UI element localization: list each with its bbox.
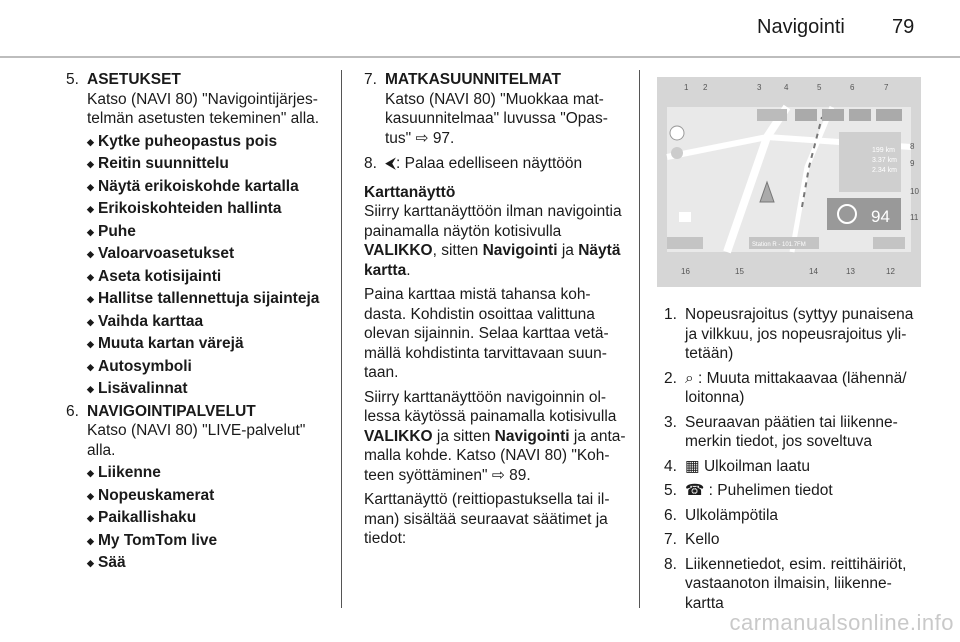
bullet-item: ◆ Autosymboli: [87, 357, 336, 377]
callout-number: 13: [846, 267, 855, 276]
bullet-item: ◆ Paikallishaku: [87, 508, 336, 528]
header-rule: [0, 56, 960, 58]
callout-number: 14: [809, 267, 818, 276]
paragraph-1: Siirry karttanäyttöön ilman navigointia painamalla näytön kotisivulla VALIKKO, sitten Navigointi ja Näytä kartta.: [364, 203, 622, 279]
list-item-8: [364, 154, 626, 174]
bullet-list: [66, 132, 336, 399]
bullet-item: ◆ Lisävalinnat: [87, 379, 336, 399]
legend-text: Seuraavan päätien tai liikenne-merkin tiedot, jos soveltuva: [685, 413, 898, 450]
watermark: carmanualsonline.info: [729, 610, 954, 635]
legend-number: 5.: [664, 482, 677, 499]
legend-icon: ⌕: [685, 369, 694, 387]
bullet-item: ◆ Vaihda karttaa: [87, 312, 336, 332]
bullet-item: ◆ Aseta kotisijainti: [87, 267, 336, 287]
callout-number: 10: [910, 187, 919, 196]
legend-icon: ▦: [685, 457, 700, 475]
list-item-5: [66, 70, 336, 399]
legend-number: 1.: [664, 306, 677, 323]
item-title: NAVIGOINTIPALVELUT: [87, 402, 256, 420]
page-title: Navigointi: [757, 16, 845, 38]
bullet-item: ◆ Liikenne: [87, 463, 336, 483]
bullet-item: ◆ Reitin suunnittelu: [87, 154, 336, 174]
street-label: Station R - 101.7FM: [752, 242, 806, 248]
item-number: 7.: [364, 71, 377, 88]
section-heading: Karttanäyttö: [364, 183, 456, 201]
item-number: 5.: [66, 71, 79, 88]
bullet-item: ◆ Valoarvoasetukset: [87, 244, 336, 264]
bullet-item: ◆ Kytke puheopastus pois: [87, 132, 336, 152]
legend-text: : Puhelimen tiedot: [708, 482, 833, 499]
item-title: MATKASUUNNITELMAT: [385, 71, 561, 88]
figure-legend: [664, 305, 926, 618]
dist-1: 199 km: [872, 147, 895, 154]
page-ref-icon: ⇨: [415, 129, 429, 147]
bullet-item: ◆ Puhe: [87, 222, 336, 242]
item-number: 6.: [66, 402, 79, 420]
legend-item: [664, 530, 926, 550]
bullet-item: ◆ Erikoiskohteiden hallinta: [87, 199, 336, 219]
bullet-list: [66, 463, 336, 573]
page-ref: 97.: [432, 129, 455, 147]
legend-text: Liikennetiedot, esim. reittihäiriöt, vastaanoton ilmaisin, liikenne-kartta: [685, 555, 907, 612]
list-item-6: [66, 402, 336, 573]
column-1: [66, 70, 336, 576]
callout-number: 8: [910, 142, 915, 151]
callout-number: 3: [757, 83, 762, 92]
page-number: 79: [892, 16, 915, 38]
item-text: Katso (NAVI 80) "Navigointijärjes-telmän asetusten tekeminen" alla.: [87, 90, 320, 127]
callout-number: 15: [735, 267, 744, 276]
callout-number: 11: [910, 213, 919, 222]
legend-icon: ☎: [685, 482, 705, 499]
legend-number: 6.: [664, 506, 677, 524]
legend-item: [664, 305, 926, 364]
map-screen-figure: [657, 77, 921, 287]
legend-number: 4.: [664, 457, 677, 475]
bullet-item: ◆ Näytä erikoiskohde kartalla: [87, 177, 336, 197]
legend-text: Kello: [685, 531, 720, 548]
list-item-7: [364, 70, 626, 148]
legend-text: Nopeusrajoitus (syttyy punaisena ja vilkkuu, jos nopeusrajoitus yli-tetään): [685, 306, 914, 362]
legend-item: [664, 555, 926, 614]
item-title: ASETUKSET: [87, 71, 181, 88]
column-divider-2: [639, 70, 640, 608]
paragraph-3: Siirry karttanäyttöön navigoinnin ol-lessa käytössä painamalla kotisivulla VALIKKO ja sitten Navigointi ja anta-malla kohde. Katso (NAVI 80) "Koh-teen syöttäminen" ⇨ 89.: [364, 388, 626, 484]
legend-text: Ulkoilman laatu: [703, 457, 810, 475]
item-text: Katso (NAVI 80) "LIVE-palvelut" alla.: [87, 422, 306, 459]
legend-number: 8.: [664, 555, 677, 573]
callout-number: 6: [850, 83, 855, 92]
callout-number: 7: [884, 83, 889, 92]
legend-number: 7.: [664, 531, 677, 548]
map-screen-illustration: [657, 77, 921, 287]
dist-3: 2.34 km: [872, 167, 897, 174]
back-arrow-icon: ⮜: [385, 155, 397, 172]
callout-number: 16: [681, 267, 690, 276]
callout-number: 9: [910, 159, 915, 168]
speed-readout: 94: [871, 207, 890, 226]
legend-text: : Muuta mittakaavaa (lähennä/ loitonna): [685, 369, 907, 406]
legend-item: [664, 457, 926, 477]
item-number: 8.: [364, 155, 377, 172]
legend-item: [664, 369, 926, 408]
paragraph-4: Karttanäyttö (reittiopastuksella tai il-man) sisältää seuraavat säätimet ja tiedot:: [364, 491, 610, 547]
bullet-item: ◆ Muuta kartan värejä: [87, 334, 336, 354]
legend-item: [664, 481, 926, 501]
column-divider-1: [341, 70, 342, 608]
item-text: : Palaa edelliseen näyttöön: [396, 155, 583, 172]
bullet-item: ◆ My TomTom live: [87, 531, 336, 551]
callout-number: 5: [817, 83, 822, 92]
dist-2: 3.37 km: [872, 157, 897, 164]
callout-number: 4: [784, 83, 789, 92]
legend-item: [664, 506, 926, 526]
callout-number: 2: [703, 83, 708, 92]
bullet-item: ◆ Hallitse tallennettuja sijainteja: [87, 289, 336, 309]
legend-number: 2.: [664, 369, 677, 387]
bullet-item: ◆ Nopeuskamerat: [87, 486, 336, 506]
legend-text: Ulkolämpötila: [685, 506, 779, 524]
callout-number: 12: [886, 267, 895, 276]
paragraph-2: Paina karttaa mistä tahansa koh-dasta. Kohdistin osoittaa valittuna olevan sijainnin. Selaa karttaa vetä-mällä kohdistinta tarvittavaan suun-taan.: [364, 286, 609, 381]
bullet-item: ◆ Sää: [87, 553, 336, 573]
column-2: [364, 70, 626, 549]
item-text: Katso (NAVI 80) "Muokkaa mat-kasuunnitelmaa" luvussa "Opas-tus": [385, 90, 608, 147]
page-ref: ⇨ 89.: [491, 466, 531, 484]
legend-number: 3.: [664, 413, 677, 431]
callout-number: 1: [684, 83, 689, 92]
legend-item: [664, 413, 926, 452]
